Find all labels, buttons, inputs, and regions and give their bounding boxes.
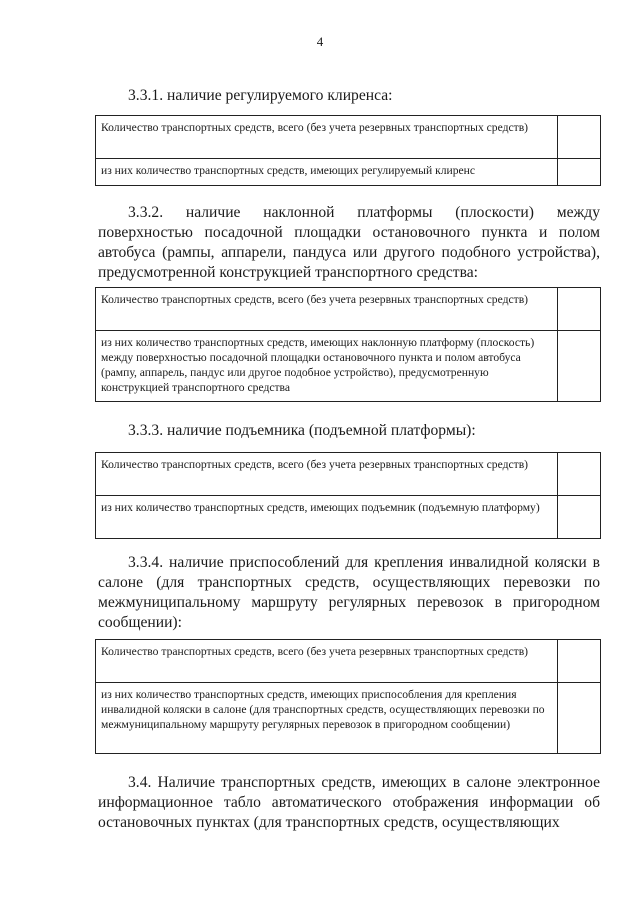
table-3-3-2 (95, 287, 601, 402)
section-heading-3-3-4: 3.3.4. наличие приспособлений для крепления инвалидной коляски в салоне (для транспортных средств, осуществляющих перевозки по межмуниципальному маршруту регулярных перевозок в пригородном сообщении): (98, 554, 600, 631)
value-cell[interactable] (558, 453, 601, 496)
value-cell[interactable] (558, 496, 601, 539)
row-label: Количество транспортных средств, всего (без учета резервных транспортных средств) (96, 116, 558, 159)
table-row (96, 453, 601, 496)
value-cell[interactable] (558, 159, 601, 186)
row-label: Количество транспортных средств, всего (без учета резервных транспортных средств) (96, 640, 558, 683)
value-cell[interactable] (558, 116, 601, 159)
table-3-3-1 (95, 115, 601, 186)
table-row (96, 640, 601, 683)
table-row (96, 159, 601, 186)
page-number: 4 (316, 34, 324, 49)
row-label: из них количество транспортных средств, имеющих приспособления для крепления инвалидной коляски в салоне (для транспортных средств, осуществляющих перевозки по межмуниципальному маршруту регулярных перевозок в пригородном сообщении) (96, 683, 558, 754)
value-cell[interactable] (558, 640, 601, 683)
table-row (96, 496, 601, 539)
row-label: из них количество транспортных средств, имеющих подъемник (подъемную платформу) (96, 496, 558, 539)
table-row (96, 331, 601, 402)
table-3-3-4 (95, 639, 601, 754)
value-cell[interactable] (558, 288, 601, 331)
table-row (96, 683, 601, 754)
row-label: Количество транспортных средств, всего (без учета резервных транспортных средств) (96, 288, 558, 331)
value-cell[interactable] (558, 331, 601, 402)
section-heading-3-3-2: 3.3.2. наличие наклонной платформы (плоскости) между поверхностью посадочной площадки остановочного пункта и полом автобуса (рампы, аппарели, пандуса или другого подобного устройства), предусмотренной конструкцией транспортного средства: (98, 204, 600, 281)
section-heading-3-3-1: 3.3.1. наличие регулируемого клиренса: (128, 87, 393, 104)
table-row (96, 288, 601, 331)
section-heading-3-3-3: 3.3.3. наличие подъемника (подъемной платформы): (128, 422, 476, 439)
value-cell[interactable] (558, 683, 601, 754)
row-label: Количество транспортных средств, всего (без учета резервных транспортных средств) (96, 453, 558, 496)
table-3-3-3 (95, 452, 601, 539)
table-row (96, 116, 601, 159)
section-paragraph-3-4: 3.4. Наличие транспортных средств, имеющих в салоне электронное информационное табло автоматического отображения информации об остановочных пунктах (для транспортных средств, осуществляющих (98, 774, 600, 831)
row-label: из них количество транспортных средств, имеющих наклонную платформу (плоскость) между поверхностью посадочной площадки остановочного пункта и полом автобуса (рампу, аппарель, пандус или другое подобное устройство), предусмотренную конструкцией транспортного средства (96, 331, 558, 402)
row-label: из них количество транспортных средств, имеющих регулируемый клиренс (96, 159, 558, 186)
